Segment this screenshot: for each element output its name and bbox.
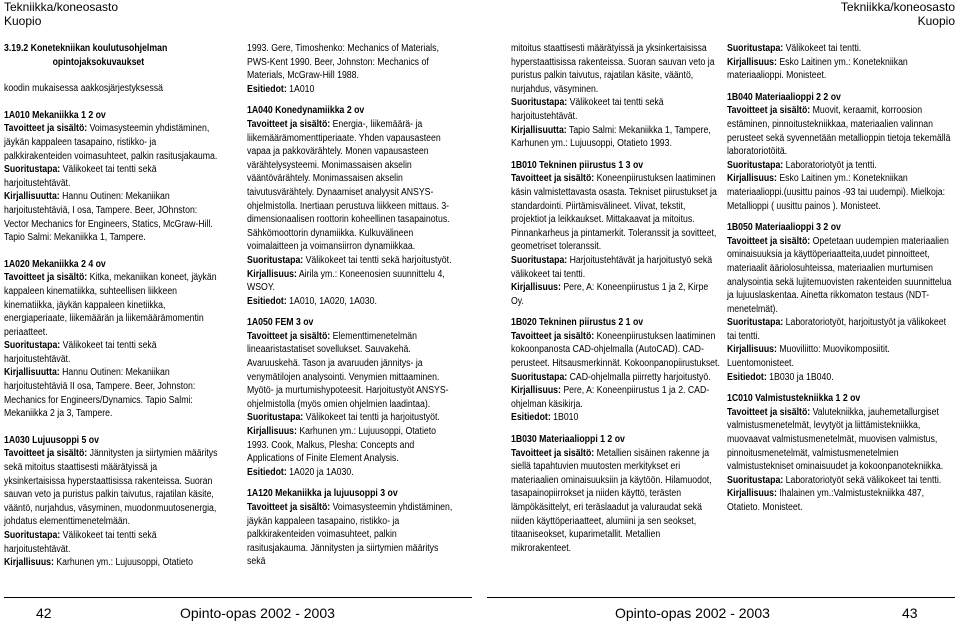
course-method: Suoritustapa: Välikokeet tai tentti sekä harjoitustehtävät. (4, 340, 157, 365)
running-header-left (4, 0, 118, 28)
continued-literature: 1993. Gere, Timoshenko: Mechanics of Materials, PWS-Kent 1990. Beer, Johnston: Mechanics of Materials, McGraw-Hill 1988. (247, 43, 439, 82)
course-literature: Kirjallisuus: Esko Laitinen ym.: Konetekniikan materiaalioppi.(uusittu painos -93 tai uudempi). Mielkoja: Metallioppi ( uusittu painos ). Monisteet. (727, 173, 946, 212)
course-goals: Tavoitteet ja sisältö: Energia-, liikemäärä- ja liikemäärämomenttiperiaate. Yhden vapausasteen vapaa ja pakkovärähtely. Monen vapausasteen värähtelysysteemi. Monimassaisen akselin vääntövärähtely. Monimassaisen akselin taivutusvärähtely. Dynaamiset analyysit ANSYS-ohjelmistolla. Inertiaan perustuva liikkeen mittaus. 3-dimensionaalisen roottorin koheellinen tasapainotus. Sähkömoottorin dynamiikka. Kulkuvälineen voimalaitteen ja voimansiirron dynamiikkaa. (247, 118, 450, 253)
continued-method: Suoritustapa: Välikokeet tai tentti. (727, 43, 862, 54)
course-method: Suoritustapa: Välikokeet tai tentti ja harjoitustyöt. (247, 412, 440, 424)
course-goals: Tavoitteet ja sisältö: Voimasysteemin yhdistäminen, jäykän kappaleen tasapaino, ristikko- ja palkkirakenteiden voimasuhteet, palkin rasitusjakauma. Jännitysten ja siirtymien määritys sekä (247, 502, 453, 568)
course-method: Suoritustapa: Laboratoriotyöt ja tentti. (727, 159, 877, 171)
continued-literature: Kirjallisuutta: Tapio Salmi: Mekaniikka 1, Tampere, Karhunen ym.: Lujuusoppi, Otatieto 1993. (511, 124, 711, 150)
course-title: 1B040 Materiaalioppi 2 2 ov (727, 91, 841, 103)
column-1 (4, 42, 220, 570)
course-goals: Tavoitteet ja sisältö: Kitka, mekaniikan koneet, jäykän kappaleen kinematiikka, suhteellisen liikkeen kinematiikka, jäykän kappaleen kinetiikka, energiaperiaate, liikemäärän ja liikemäärämomentin periaatteet. (4, 272, 217, 338)
course-literature: Kirjallisuus: Muoviliitto: Muovikomposiitit. Luentomonisteet. (727, 344, 890, 370)
course-method: Suoritustapa: CAD-ohjelmalla piirretty harjoitustyö. (511, 371, 711, 383)
footer-rule-left (4, 597, 472, 598)
course-goals: Tavoitteet ja sisältö: Elementtimenetelmän lineaaristastatiset sovellukset. Sauvakehä. Avaruuskehä. Tason ja avaruuden jännitys- ja venymätilojen analysointi. Venymien mittaaminen. Myötö- ja murtumishypoteesit. Harjoitustyöt ANSYS-ohjelmistolla (myös omien ohjelmien laadintaa). (247, 330, 449, 410)
course-goals: Tavoitteet ja sisältö: Voimasysteemin yhdistäminen, jäykän kappaleen tasapaino, ristikko- ja palkkirakenteiden voimasuhteet, palkin rasitusjakauma. (4, 123, 218, 162)
course-title: 1B050 Materiaalioppi 3 2 ov (727, 222, 841, 234)
header-left-line2: Kuopio (4, 14, 42, 28)
course-title: 1B020 Tekninen piirustus 2 1 ov (511, 317, 644, 329)
column-4 (727, 42, 955, 515)
course-prerequisites: Esitiedot: 1A010, 1A020, 1A030. (247, 295, 377, 307)
course-method: Suoritustapa: Harjoitustehtävät ja harjoitustyö sekä välikokeet tai tentti. (511, 254, 713, 280)
continued-method: Suoritustapa: Välikokeet tai tentti sekä harjoitustehtävät. (511, 97, 664, 122)
course-title: 1A030 Lujuusoppi 5 ov (4, 434, 99, 446)
course-prerequisites: Esitiedot: 1A020 ja 1A030. (247, 466, 354, 478)
course-literature: Kirjallisuus: Pere, A: Koneenpiirustus 1 ja 2. CAD-ohjelman käsikirja. (511, 385, 710, 410)
course-title: 1C010 Valmistustekniikka 1 2 ov (727, 393, 861, 405)
page-number-right: 43 (902, 605, 918, 621)
continued-prerequisites: Esitiedot: 1A010 (247, 83, 315, 95)
continued-goals: mitoitus staattisesti määrätyissä ja yksinkertaisissa hyperstaattisissa rakenteissa. Suoran sauvan veto ja puristus palkin taivutus, rajatilan käsite, vääntö, nurjahdus, väsyminen. (511, 43, 715, 95)
course-title: 1A050 FEM 3 ov (247, 317, 314, 329)
course-method: Suoritustapa: Välikokeet tai tentti sekä harjoitustehtävät. (4, 530, 157, 555)
course-method: Suoritustapa: Välikokeet tai tentti sekä harjoitustehtävät. (4, 164, 157, 189)
running-header-right (841, 0, 955, 28)
course-literature: Kirjallisuus: Karhunen ym.: Lujuusoppi, Otatieto 1993. Cook, Malkus, Plesha: Concepts and Applications of Finite Element Analysis. (247, 426, 437, 465)
course-literature: Kirjallisuutta: Hannu Outinen: Mekaniikan harjoitustehtäviä II osa, Tampere. Beer, Johnston: Mechanics for Engineers/Dynamics. Tapio Salmi: Mekaniikka 2 ja 3, Tampere. (4, 367, 196, 420)
course-goals: Tavoitteet ja sisältö: Metallien sisäinen rakenne ja siellä tapahtuvien muutosten merkitykset eri materiaalien ominaisuuksiin ja käytöön. Hilamuodot, tasapainopiirrokset ja niiden käyttö, terästen lämpökäsittelyt, eri teräslaadut ja valuraudat sekä niiden käyttöperiaatteet, alumiini ja sen seokset, titaaniseokset, kuparimetallit. Metallien mikrorakenteet. (511, 447, 712, 554)
course-goals: Tavoitteet ja sisältö: Muovit, keraamit, korroosion estäminen, pinnoitustekniikkaa, materiaalien valinnan perusteet sekä syvennetään metallioppin tietoja tekemällä laboratoriotöitä. (727, 105, 951, 158)
course-goals: Tavoitteet ja sisältö: Valutekniikka, jauhemetallurgiset valmistusmenetelmät, levytyöt ja liittämistekniikka, muovaavat valmistusmenetelmät, muovisen valmistus, pinnoitusmenetelmät, valmistusmenetelmien valmistustekniset ominaisuudet ja kokoonpanotekniikka. (727, 406, 944, 473)
column-2 (247, 42, 458, 569)
course-title: 1A010 Mekaniikka 1 2 ov (4, 109, 106, 121)
header-right-line2: Kuopio (917, 14, 955, 28)
header-left-line1: Tekniikka/koneosasto (4, 0, 119, 14)
course-method: Suoritustapa: Välikokeet tai tentti sekä harjoitustyöt. (247, 254, 452, 266)
course-title: 1A120 Mekaniikka ja lujuusoppi 3 ov (247, 488, 398, 500)
course-method: Suoritustapa: Laboratoriotyöt sekä välikokeet tai tentti. (727, 474, 942, 486)
course-literature: Kirjallisuus: Airila ym.: Koneenosien suunnittelu 4, WSOY. (247, 268, 445, 294)
course-literature: Kirjallisuus: Karhunen ym.: Lujuusoppi, Otatieto (4, 557, 194, 569)
section-subtitle: opintojaksokuvaukset (52, 56, 145, 68)
course-goals: Tavoitteet ja sisältö: Koneenpiirustuksen laatiminen käsin valmistettavasta osasta. Tekniset piirustukset ja standardointi. Piirtämisvälineet. Viivat, tekstit, projektiot ja leikkaukset. Mittakaavat ja mitoitus. Pinnankarheus ja pintamerkit. Toleranssit ja sovitteet, geometriset toleranssit. (511, 173, 717, 253)
course-goals: Tavoitteet ja sisältö: Jännitysten ja siirtymien määritys sekä mitoitus staattisesti määrätyissä ja yksinkertaisissa hyperstaattisissa rakenteissa. Suoran sauvan veto ja puristus palkin taivutus, rajatilan käsite, vääntö, nurjahdus, väsyminen, muodonmuutosenergia, johdatus elementtimenetelmään. (4, 448, 218, 528)
course-goals: Tavoitteet ja sisältö: Opetetaan uudempien materiaalien ominaisuuksia ja käyttöperiaatteita,uudet pinnoitteet, materiaalit ääriolosuhteissa, materiaalien murtumisen analysointia sekä lujitemuovisten rakenteiden suunnittelua ja lujuuslaskentaa. Ainetta rikkomaton testaus (NDT-menetelmät). (727, 235, 952, 315)
column-3 (511, 42, 721, 555)
course-prerequisites: Esitiedot: 1B030 ja 1B040. (727, 371, 834, 383)
footer-title-left: Opinto-opas 2002 - 2003 (180, 605, 335, 621)
course-literature: Kirjallisuus: Pere, A: Koneenpiirustus 1 ja 2, Kirpe Oy. (511, 282, 709, 307)
header-right-line1: Tekniikka/koneosasto (840, 0, 955, 14)
course-goals: Tavoitteet ja sisältö: Koneenpiirustuksen laatiminen kokoonpanosta CAD-ohjelmalla (AutoCAD). CAD-perusteet. Hitsausmerkinnät. Kokoonpanopiirustukset. (511, 330, 720, 370)
course-title: 1A020 Mekaniikka 2 4 ov (4, 258, 106, 270)
continued-literature: Kirjallisuus: Esko Laitinen ym.: Konetekniikan materiaalioppi. Monisteet. (727, 56, 908, 82)
section-title: 3.19.2 Konetekniikan koulutusohjelman (4, 43, 168, 54)
footer-title-right: Opinto-opas 2002 - 2003 (615, 605, 770, 621)
course-method: Suoritustapa: Laboratoriotyöt, harjoitustyöt ja välikokeet tai tentti. (727, 317, 947, 342)
page-number-left: 42 (36, 605, 52, 621)
course-literature: Kirjallisuus: Ihalainen ym.:Valmistustekniikka 487, Otatieto. Monisteet. (727, 488, 925, 513)
footer-rule-right (487, 597, 955, 598)
course-title: 1B010 Tekninen piirustus 1 3 ov (511, 159, 644, 171)
course-title: 1A040 Konedynamiikka 2 ov (247, 105, 365, 117)
course-title: 1B030 Materiaalioppi 1 2 ov (511, 434, 625, 446)
section-intro: koodin mukaisessa aakkosjärjestyksessä (4, 83, 163, 95)
course-prerequisites: Esitiedot: 1B010 (511, 412, 579, 424)
course-literature: Kirjallisuutta: Hannu Outinen: Mekaniikan harjoitustehtäviä, I osa, Tampere. Beer, JOhnston: Vector Mechanics for Engineers, Statics, McGraw-Hill. Tapio Salmi: Mekaniikka 1, Tampere. (4, 191, 213, 244)
